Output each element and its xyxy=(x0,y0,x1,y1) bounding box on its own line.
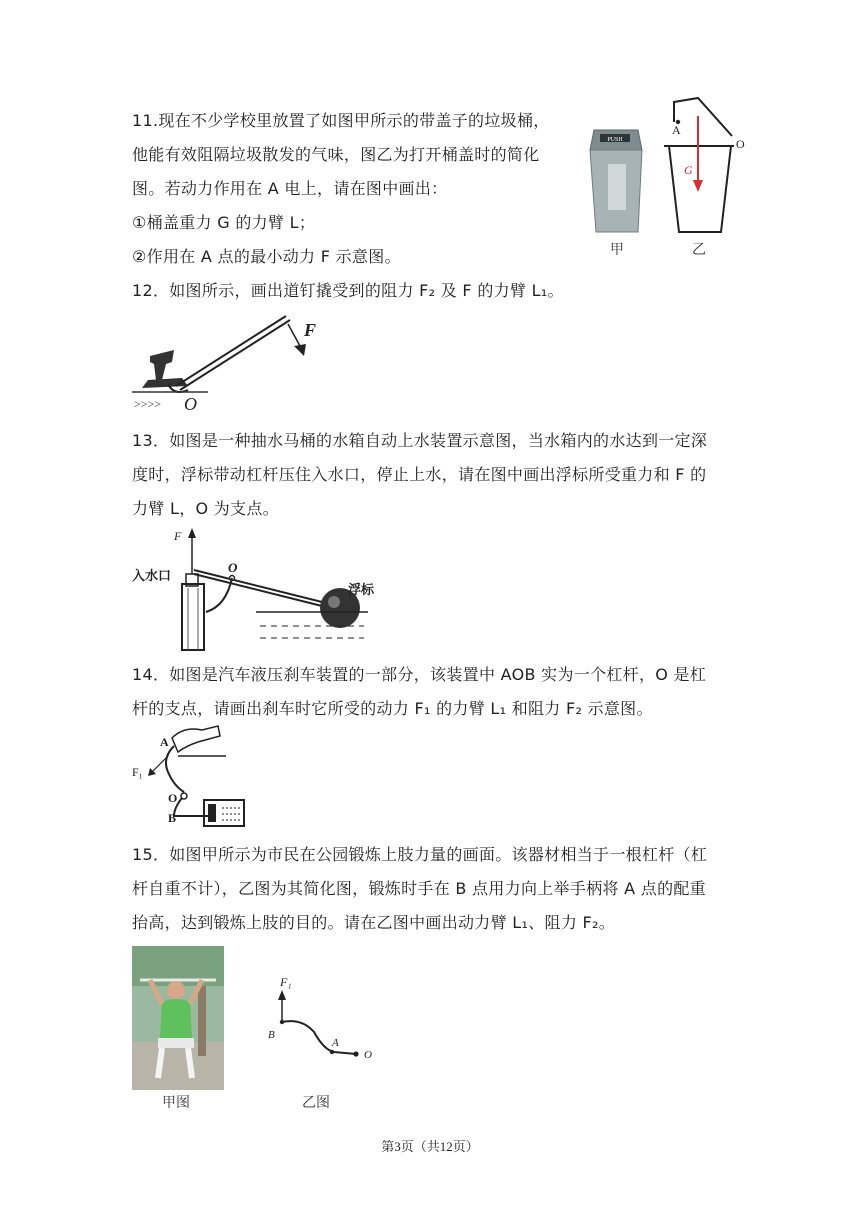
label-A: A xyxy=(160,735,169,749)
label-inlet: 入水口 xyxy=(132,568,172,583)
q12-figure xyxy=(128,310,348,420)
simplified-lever-diagram xyxy=(278,990,359,1057)
q11-line-1: 11.现在不少学校里放置了如图甲所示的带盖子的垃圾桶， xyxy=(132,111,550,130)
q14-figure xyxy=(128,722,258,828)
q11-line-5: ②作用在 A 点的最小动力 F 示意图。 xyxy=(132,247,401,266)
q15-photo-jia xyxy=(132,946,224,1090)
q15-line-2: 杆自重不计），乙图为其简化图，锻炼时手在 B 点用力向上举手柄将 A 点的配重 xyxy=(132,879,706,898)
label-O: O xyxy=(364,1049,372,1061)
label-F: F xyxy=(174,529,182,543)
q15-line-1: 15．如图甲所示为市民在公园锻炼上肢力量的画面。该器材相当于一根杠杆（杠 xyxy=(132,845,708,864)
label-A: A xyxy=(332,1037,339,1049)
nail-puller-diagram xyxy=(132,316,306,392)
q13-line-2: 度时，浮标带动杠杆压住入水口，停止上水，请在图中画出浮标所受重力和 F 的 xyxy=(132,465,707,484)
q13-figure xyxy=(128,526,388,654)
q11-line-4: ①桶盖重力 G 的力臂 L； xyxy=(132,213,316,232)
ground-hatching: >>>> xyxy=(134,397,162,411)
label-O: O xyxy=(168,791,178,805)
toilet-tank-diagram xyxy=(182,528,368,650)
label-O: O xyxy=(228,560,238,575)
q15-line-3: 抬高，达到锻炼上肢的目的。请在乙图中画出动力臂 L₁、阻力 F₂。 xyxy=(132,913,616,932)
fig-yi-label: 乙 xyxy=(692,243,706,258)
q15-figure-yi xyxy=(262,972,392,1072)
label-float: 浮标 xyxy=(348,582,375,597)
trash-bin-illustration xyxy=(590,130,642,232)
q15-cap-jia: 甲图 xyxy=(162,1095,190,1111)
q15-cap-yi: 乙图 xyxy=(302,1095,330,1111)
simplified-bin-diagram xyxy=(664,98,734,232)
q13-line-1: 13．如图是一种抽水马桶的水箱自动上水装置示意图，当水箱内的水达到一定深 xyxy=(132,431,708,450)
label-F: F xyxy=(304,320,317,340)
bin-lid-text: PUSH xyxy=(607,137,623,143)
q14-line-1: 14．如图是汽车液压刹车装置的一部分，该装置中 AOB 实为一个杠杆，O 是杠 xyxy=(132,665,707,684)
q14-line-2: 杆的支点，请画出刹车时它所受的动力 F₁ 的力臂 L₁ 和阻力 F₂ 示意图。 xyxy=(132,699,653,718)
q12-text: 12．如图所示，画出道钉撬受到的阻力 F₂ 及 F 的力臂 L₁。 xyxy=(132,281,564,300)
q11-line-3: 图。若动力作用在 A 电上，请在图中画出： xyxy=(132,179,448,198)
page-footer: 第3页（共12页） xyxy=(381,1139,479,1154)
label-G: G xyxy=(684,163,693,177)
q11-figure xyxy=(580,92,760,264)
label-B: B xyxy=(168,811,177,825)
label-F1: F₁ xyxy=(132,765,143,779)
q11-line-2: 他能有效阻隔垃圾散发的气味，图乙为打开桶盖时的简化 xyxy=(132,145,540,164)
label-A: A xyxy=(672,123,681,137)
label-B: B xyxy=(268,1029,275,1041)
label-F1: F₁ xyxy=(280,975,292,989)
fig-jia-label: 甲 xyxy=(610,243,624,258)
q13-line-3: 力臂 L，O 为支点。 xyxy=(132,499,279,518)
label-O: O xyxy=(736,137,745,151)
label-O: O xyxy=(184,394,197,414)
